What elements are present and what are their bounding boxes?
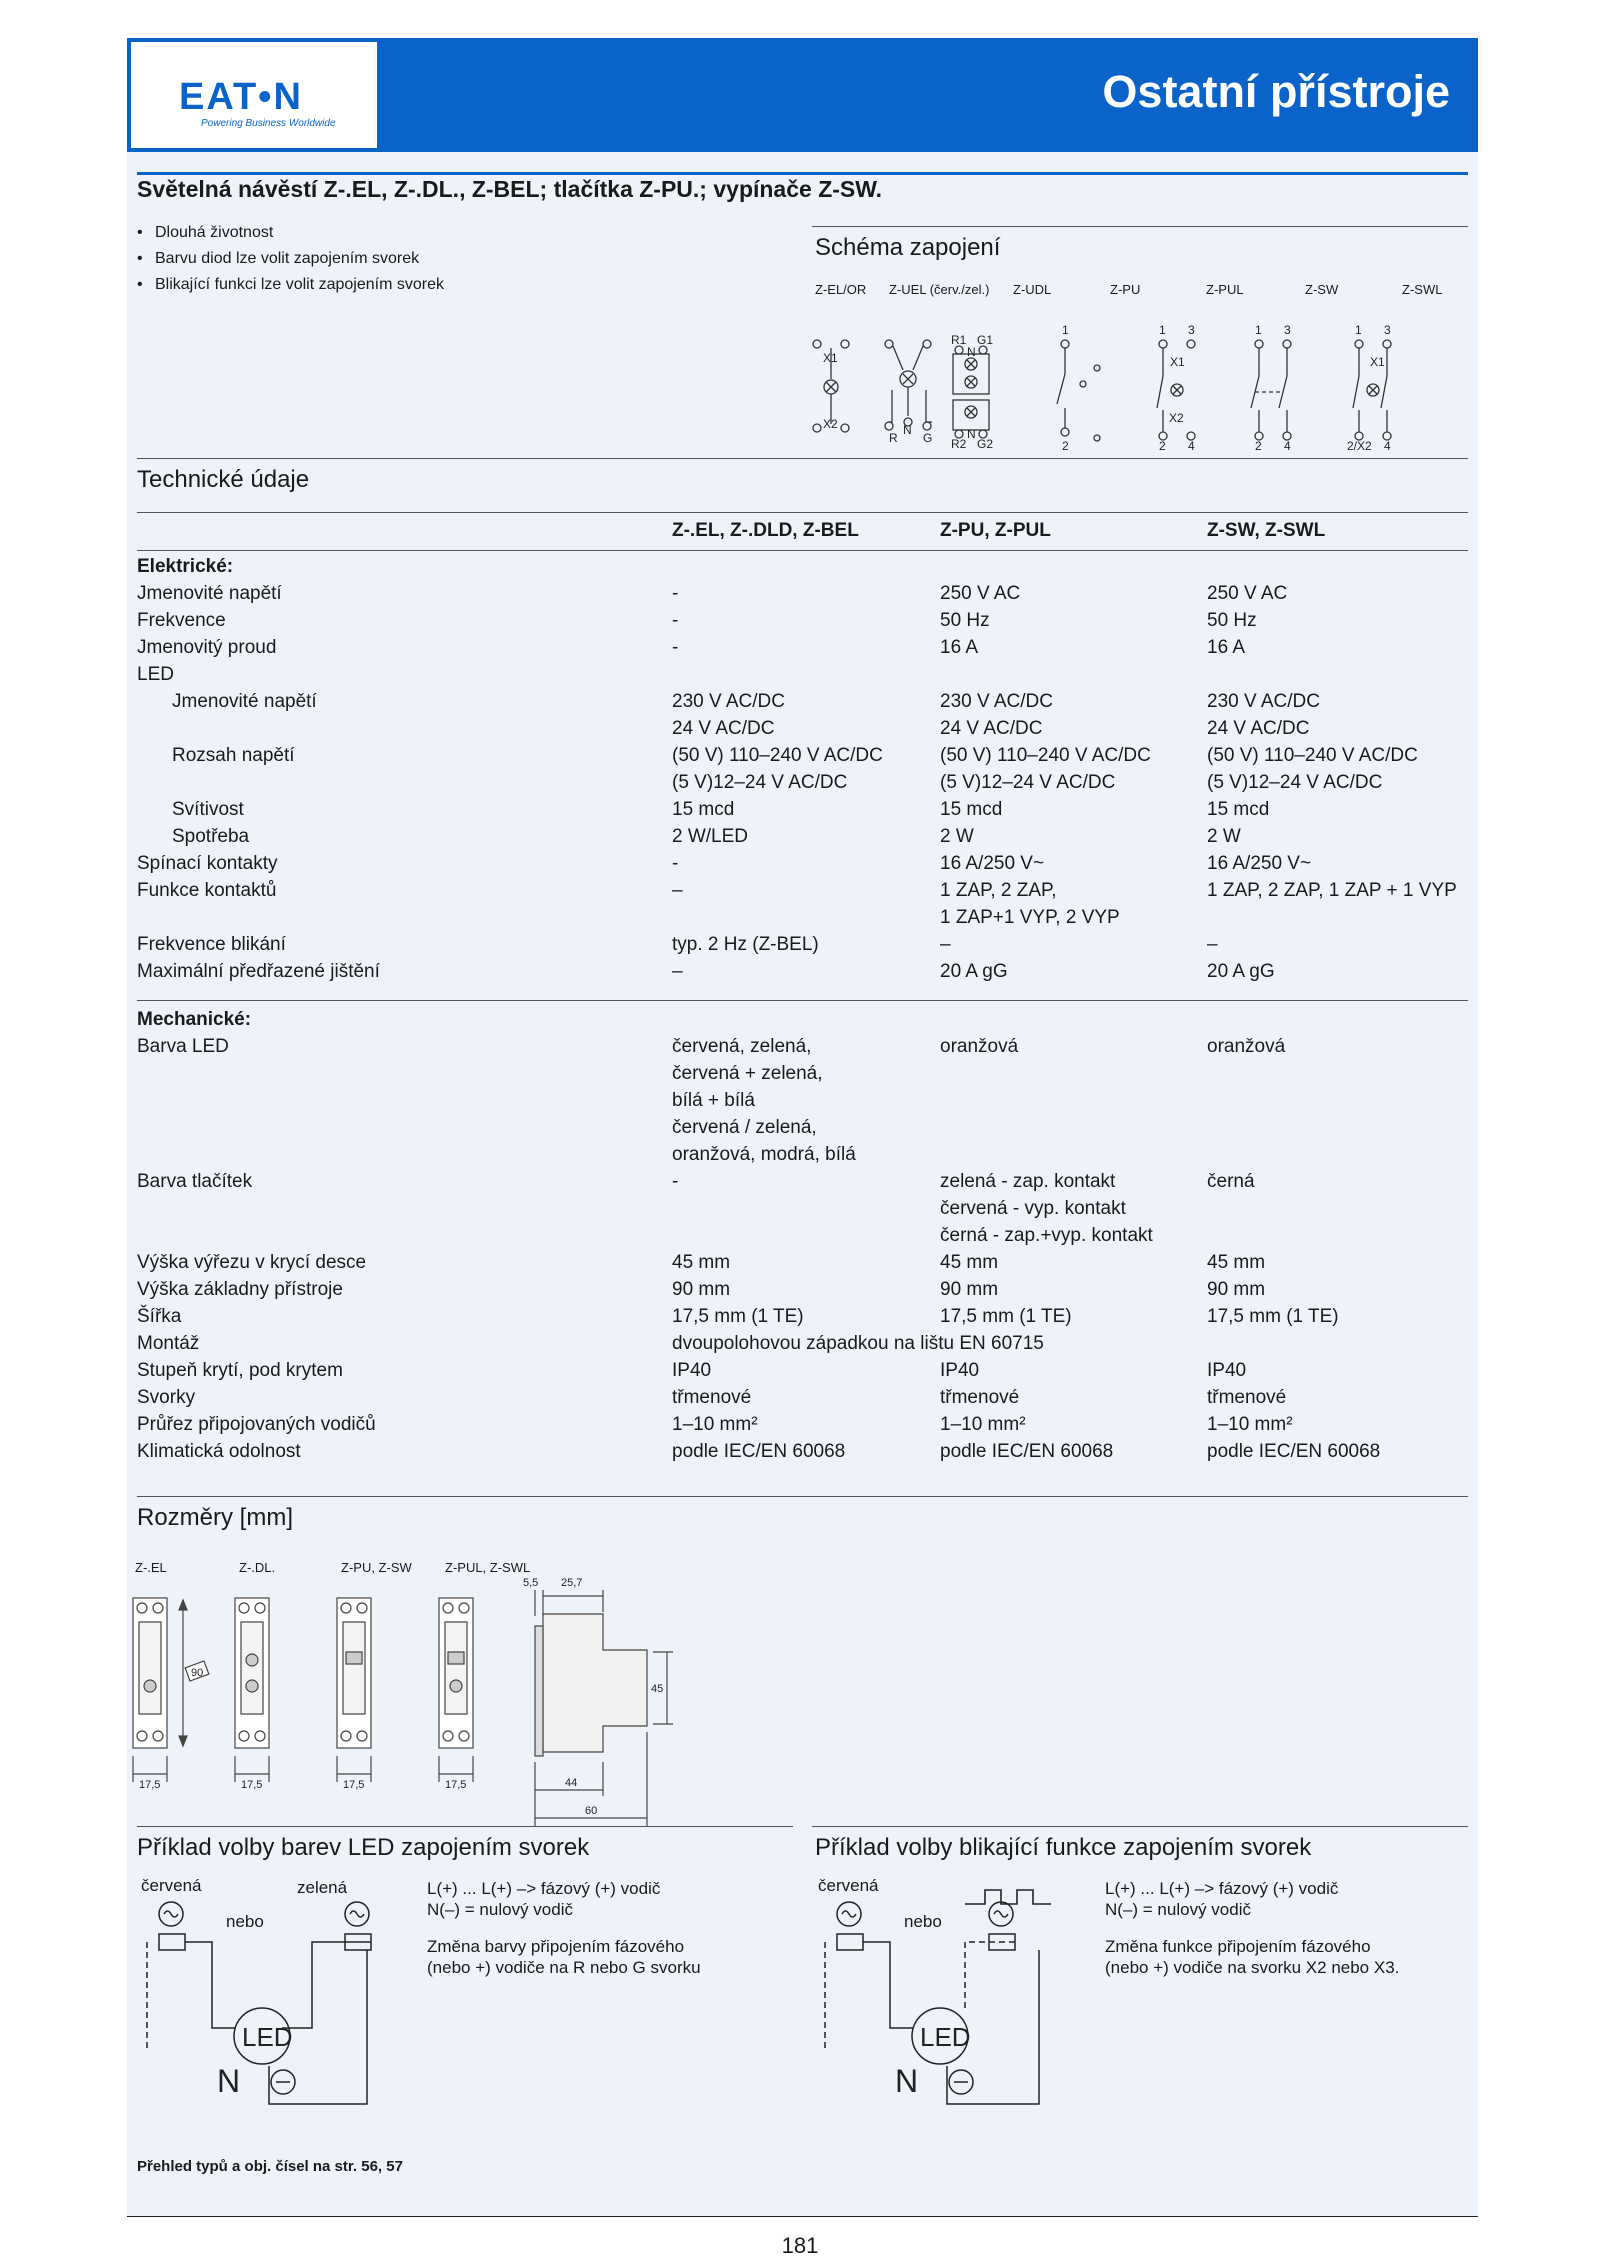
cell-value: - — [672, 1171, 679, 1192]
row-label: Jmenovitý proud — [137, 637, 277, 658]
cell-value: červená / zelená, — [672, 1117, 817, 1138]
svg-text:4: 4 — [1188, 439, 1195, 453]
dim-side: 60 — [585, 1805, 598, 1817]
cell-value: třmenové — [1207, 1387, 1287, 1408]
cell-value: (5 V)12–24 V AC/DC — [672, 772, 848, 793]
cell-value: černá - zap.+vyp. kontakt — [940, 1225, 1153, 1246]
dim-side: 45 — [651, 1683, 664, 1695]
header-bar — [127, 38, 1478, 152]
svg-text:1: 1 — [1159, 323, 1166, 337]
note-line: L(+) ... L(+) –> fázový (+) vodič — [427, 1879, 661, 1898]
cell-value: (50 V) 110–240 V AC/DC — [1207, 745, 1418, 766]
cell-value: 16 A — [940, 637, 979, 658]
cell-value: podle IEC/EN 60068 — [1207, 1441, 1381, 1462]
cell-value: (50 V) 110–240 V AC/DC — [940, 745, 1151, 766]
table-row — [127, 877, 1468, 904]
cell-value: 16 A/250 V~ — [940, 853, 1045, 874]
row-label: Svítivost — [172, 799, 244, 820]
device-front-view — [133, 1598, 167, 1782]
cell-value: oranžová, modrá, bílá — [672, 1144, 856, 1165]
table-row — [127, 1060, 1468, 1087]
svg-text:R: R — [889, 431, 898, 445]
svg-text:2/X2: 2/X2 — [1347, 439, 1372, 453]
cell-value: (5 V)12–24 V AC/DC — [1207, 772, 1383, 793]
dim-height: 90 — [191, 1667, 204, 1679]
table-row — [127, 1330, 1468, 1357]
wiring-diagrams — [797, 304, 1467, 454]
cell-value: typ. 2 Hz (Z-BEL) — [672, 934, 819, 955]
row-label: Funkce kontaktů — [137, 880, 277, 901]
svg-text:3: 3 — [1284, 323, 1291, 337]
dim-label: Z-.DL. — [239, 1560, 276, 1575]
row-label: Jmenovité napětí — [137, 583, 282, 604]
table-row — [127, 1438, 1468, 1465]
row-label: Montáž — [137, 1333, 200, 1354]
device-front-view — [337, 1598, 371, 1782]
cell-value: 24 V AC/DC — [672, 718, 775, 739]
cell-value: - — [672, 610, 679, 631]
feature-list — [137, 220, 444, 298]
svg-text:3: 3 — [1384, 323, 1391, 337]
cell-value: IP40 — [672, 1360, 712, 1381]
row-label: Spotřeba — [172, 826, 250, 847]
example-blink-rule — [812, 1826, 1468, 1827]
example-led-rule — [137, 1826, 793, 1827]
label-red: červená — [141, 1876, 202, 1895]
cell-value: 1 ZAP, 2 ZAP, — [940, 880, 1057, 901]
cell-value: 2 W — [1207, 826, 1241, 847]
dimension-drawings — [133, 1556, 664, 1856]
cell-value: zelená - zap. kontakt — [940, 1171, 1116, 1192]
dim-width: 17,5 — [139, 1779, 161, 1791]
logo-tagline: Powering Business Worldwide — [201, 118, 336, 129]
neutral-label: N — [217, 2063, 241, 2099]
svg-text:N: N — [967, 427, 976, 441]
table-row — [127, 1168, 1468, 1195]
table-row — [127, 1276, 1468, 1303]
note-line: N(–) = nulový vodič — [427, 1900, 573, 1919]
dim-label: Z-PUL, Z-SWL — [445, 1560, 531, 1575]
table-row — [127, 661, 1468, 688]
cell-value: 250 V AC — [940, 583, 1021, 604]
schema-label: Z-UEL (červ./zel.) — [889, 282, 990, 297]
cell-value: podle IEC/EN 60068 — [940, 1441, 1114, 1462]
device-front-view — [235, 1598, 269, 1782]
row-label: Klimatická odolnost — [137, 1441, 301, 1462]
dim-side: 44 — [565, 1777, 578, 1789]
dim-width: 17,5 — [445, 1779, 467, 1791]
cell-value: 230 V AC/DC — [672, 691, 785, 712]
row-label: Barva LED — [137, 1036, 229, 1057]
cell-value: (50 V) 110–240 V AC/DC — [672, 745, 883, 766]
table-row — [127, 1087, 1468, 1114]
cell-value: – — [940, 934, 951, 955]
led-label: LED — [242, 2022, 293, 2052]
svg-text:N: N — [903, 423, 912, 437]
svg-text:3: 3 — [1188, 323, 1195, 337]
cell-value: IP40 — [1207, 1360, 1247, 1381]
led-circuit — [137, 1898, 397, 2099]
example-blink-title: Příklad volby blikající funkce zapojením svorek — [815, 1834, 1312, 1861]
cell-value: – — [672, 961, 683, 982]
svg-text:X1: X1 — [1370, 355, 1385, 369]
cell-value: 17,5 mm (1 TE) — [940, 1306, 1072, 1327]
row-label: Rozsah napětí — [172, 745, 295, 766]
row-label: Frekvence blikání — [137, 934, 286, 955]
label-or: nebo — [226, 1912, 264, 1931]
table-row — [127, 607, 1468, 634]
table-row — [127, 634, 1468, 661]
cell-value: červená, zelená, — [672, 1036, 812, 1057]
cell-value: 1–10 mm² — [672, 1414, 758, 1435]
group-label: Elektrické: — [137, 556, 234, 577]
cell-value: 2 W — [940, 826, 974, 847]
cell-value: červená + zelená, — [672, 1063, 823, 1084]
note-line: Změna barvy připojením fázového — [427, 1937, 685, 1956]
footer-rule — [127, 2216, 1478, 2217]
example-blink-notes — [1105, 1878, 1465, 1978]
feature-item: • Dlouhá životnost — [137, 220, 444, 246]
tech-header-rule-bottom — [137, 550, 1468, 551]
dims-rule — [137, 1496, 1468, 1497]
svg-text:X2: X2 — [1169, 411, 1184, 425]
svg-text:R1: R1 — [951, 333, 967, 347]
svg-text:4: 4 — [1284, 439, 1291, 453]
note-line: (nebo +) vodiče na R nebo G svorku — [427, 1958, 701, 1977]
note-line: (nebo +) vodiče na svorku X2 nebo X3. — [1105, 1958, 1400, 1977]
eaton-logo: EAT•N — [179, 76, 303, 118]
group-label-electrical — [127, 553, 1468, 580]
cell-value: 90 mm — [940, 1279, 999, 1300]
row-label: Stupeň krytí, pod krytem — [137, 1360, 343, 1381]
row-label: Svorky — [137, 1387, 196, 1408]
table-row — [127, 1222, 1468, 1249]
cell-value: – — [1207, 934, 1218, 955]
row-label: Šířka — [137, 1306, 182, 1327]
page-number: 181 — [781, 2233, 819, 2258]
table-row — [127, 715, 1468, 742]
device-front-view — [439, 1598, 473, 1782]
row-label: Maximální předřazené jištění — [137, 961, 380, 982]
row-label: Frekvence — [137, 610, 226, 631]
cell-value: 45 mm — [940, 1252, 999, 1273]
dim-width: 17,5 — [343, 1779, 365, 1791]
heading-rule — [137, 172, 1468, 175]
device-side-view — [535, 1590, 673, 1826]
note-line: L(+) ... L(+) –> fázový (+) vodič — [1105, 1879, 1339, 1898]
svg-text:1: 1 — [1255, 323, 1262, 337]
table-row — [127, 688, 1468, 715]
schema-label: Z-EL/OR — [815, 282, 867, 297]
row-label: LED — [137, 664, 174, 685]
cell-value: 1–10 mm² — [1207, 1414, 1293, 1435]
cell-value: 250 V AC — [1207, 583, 1288, 604]
group-label-mechanical — [127, 1006, 1468, 1033]
neutral-label: N — [895, 2063, 919, 2099]
cell-value: 50 Hz — [1207, 610, 1257, 631]
example-led-notes — [427, 1878, 787, 1978]
cell-value: (5 V)12–24 V AC/DC — [940, 772, 1116, 793]
svg-text:X1: X1 — [1170, 355, 1185, 369]
row-label: Výška základny přístroje — [137, 1279, 343, 1300]
schema-label: Z-UDL — [1013, 282, 1052, 297]
cell-value: 230 V AC/DC — [1207, 691, 1320, 712]
cell-value: bílá + bílá — [672, 1090, 755, 1111]
table-row — [127, 850, 1468, 877]
page-title: Ostatní přístroje — [1102, 66, 1450, 117]
cell-value: 1 ZAP, 2 ZAP, 1 ZAP + 1 VYP — [1207, 880, 1457, 901]
catalog-page — [127, 38, 1478, 2216]
column-header: Z-SW, Z-SWL — [1207, 520, 1326, 541]
cell-value: 17,5 mm (1 TE) — [672, 1306, 804, 1327]
tech-title: Technické údaje — [137, 466, 310, 493]
row-label: Barva tlačítek — [137, 1171, 253, 1192]
cell-value: oranžová — [1207, 1036, 1286, 1057]
cell-value: 90 mm — [672, 1279, 731, 1300]
cell-value: 45 mm — [1207, 1252, 1266, 1273]
schema-label: Z-PU — [1110, 282, 1141, 297]
cell-value: třmenové — [940, 1387, 1020, 1408]
example-led-title: Příklad volby barev LED zapojením svorek — [137, 1834, 590, 1861]
feature-item: • Blikající funkci lze volit zapojením svorek — [137, 272, 444, 298]
cell-value: 1–10 mm² — [940, 1414, 1026, 1435]
cell-value: 17,5 mm (1 TE) — [1207, 1306, 1339, 1327]
cell-value: 90 mm — [1207, 1279, 1266, 1300]
svg-text:G2: G2 — [977, 437, 994, 451]
note-line: N(–) = nulový vodič — [1105, 1900, 1251, 1919]
table-row — [127, 1357, 1468, 1384]
svg-text:4: 4 — [1384, 439, 1391, 453]
cell-value: - — [672, 637, 679, 658]
cell-value: 24 V AC/DC — [1207, 718, 1310, 739]
cell-value: třmenové — [672, 1387, 752, 1408]
cell-value: 24 V AC/DC — [940, 718, 1043, 739]
table-row — [127, 904, 1468, 931]
cell-value: 15 mcd — [1207, 799, 1270, 820]
cell-value: 20 A gG — [1207, 961, 1275, 982]
table-row — [127, 1303, 1468, 1330]
column-header: Z-PU, Z-PUL — [940, 520, 1051, 541]
dims-title: Rozměry [mm] — [137, 1504, 293, 1531]
schema-rule — [812, 226, 1468, 227]
dim-side: 25,7 — [561, 1577, 583, 1589]
row-label: Jmenovité napětí — [172, 691, 317, 712]
svg-text:G: G — [923, 431, 933, 445]
blink-wave-icon — [965, 1890, 1051, 1904]
cell-value: 16 A/250 V~ — [1207, 853, 1312, 874]
cell-value: černá — [1207, 1171, 1255, 1192]
svg-text:N: N — [967, 345, 976, 359]
cell-value: IP40 — [940, 1360, 980, 1381]
svg-text:2: 2 — [1062, 439, 1069, 453]
svg-text:2: 2 — [1159, 439, 1166, 453]
cell-value: podle IEC/EN 60068 — [672, 1441, 846, 1462]
svg-text:2: 2 — [1255, 439, 1262, 453]
cell-value: - — [672, 853, 679, 874]
cell-value: dvoupolohovou západkou na lištu EN 60715 — [672, 1333, 1044, 1354]
table-row — [127, 958, 1468, 985]
svg-text:G1: G1 — [977, 333, 994, 347]
svg-text:X2: X2 — [823, 417, 838, 431]
row-label: Výška výřezu v krycí desce — [137, 1252, 367, 1273]
led-label: LED — [920, 2022, 971, 2052]
schema-title: Schéma zapojení — [815, 234, 1001, 261]
label-red: červená — [818, 1876, 879, 1895]
table-row — [127, 823, 1468, 850]
cell-value: červená - vyp. kontakt — [940, 1198, 1126, 1219]
feature-item: • Barvu diod lze volit zapojením svorek — [137, 246, 444, 272]
cell-value: – — [672, 880, 683, 901]
cell-value: 15 mcd — [940, 799, 1003, 820]
svg-text:X1: X1 — [823, 351, 838, 365]
dim-side: 5,5 — [523, 1577, 539, 1589]
schema-label: Z-PUL — [1206, 282, 1244, 297]
table-row — [127, 1249, 1468, 1276]
label-or: nebo — [904, 1912, 942, 1931]
note-line: Změna funkce připojením fázového — [1105, 1937, 1371, 1956]
blink-circuit — [815, 1886, 1075, 2099]
dim-label: Z-PU, Z-SW — [341, 1560, 412, 1575]
row-label: Průřez připojovaných vodičů — [137, 1414, 376, 1435]
column-header: Z-.EL, Z-.DLD, Z-BEL — [672, 520, 859, 541]
table-row — [127, 580, 1468, 607]
dim-width: 17,5 — [241, 1779, 263, 1791]
table-row — [127, 1195, 1468, 1222]
table-row — [127, 1033, 1468, 1060]
schema-label: Z-SW — [1305, 282, 1339, 297]
tech-rule — [137, 458, 1468, 459]
footer-reference: Přehled typů a obj. čísel na str. 56, 57 — [137, 2158, 403, 2175]
table-row — [127, 769, 1468, 796]
cell-value: oranžová — [940, 1036, 1019, 1057]
table-row — [127, 1384, 1468, 1411]
label-green: zelená — [297, 1878, 348, 1897]
svg-text:1: 1 — [1355, 323, 1362, 337]
product-heading: Světelná návěstí Z-.EL, Z-.DL., Z-BEL; tlačítka Z-PU.; vypínače Z-SW. — [137, 176, 883, 202]
cell-value: 50 Hz — [940, 610, 990, 631]
group-label: Mechanické: — [137, 1009, 252, 1030]
svg-text:R2: R2 — [951, 437, 967, 451]
cell-value: - — [672, 583, 679, 604]
logo-box — [131, 42, 377, 148]
cell-value: 230 V AC/DC — [940, 691, 1053, 712]
cell-value: 1 ZAP+1 VYP, 2 VYP — [940, 907, 1120, 928]
cell-value: 15 mcd — [672, 799, 735, 820]
dim-label: Z-.EL — [135, 1560, 167, 1575]
row-label: Spínací kontakty — [137, 853, 278, 874]
cell-value: 2 W/LED — [672, 826, 749, 847]
table-row — [127, 931, 1468, 958]
table-row — [127, 796, 1468, 823]
svg-text:1: 1 — [1062, 323, 1069, 337]
cell-value: 16 A — [1207, 637, 1246, 658]
cell-value: 20 A gG — [940, 961, 1008, 982]
table-row — [127, 1114, 1468, 1141]
table-row — [127, 1411, 1468, 1438]
tech-mid-rule — [137, 1000, 1468, 1001]
cell-value: 45 mm — [672, 1252, 731, 1273]
tech-header-rule — [137, 512, 1468, 513]
table-row — [127, 742, 1468, 769]
schema-label: Z-SWL — [1402, 282, 1443, 297]
table-row — [127, 1141, 1468, 1168]
